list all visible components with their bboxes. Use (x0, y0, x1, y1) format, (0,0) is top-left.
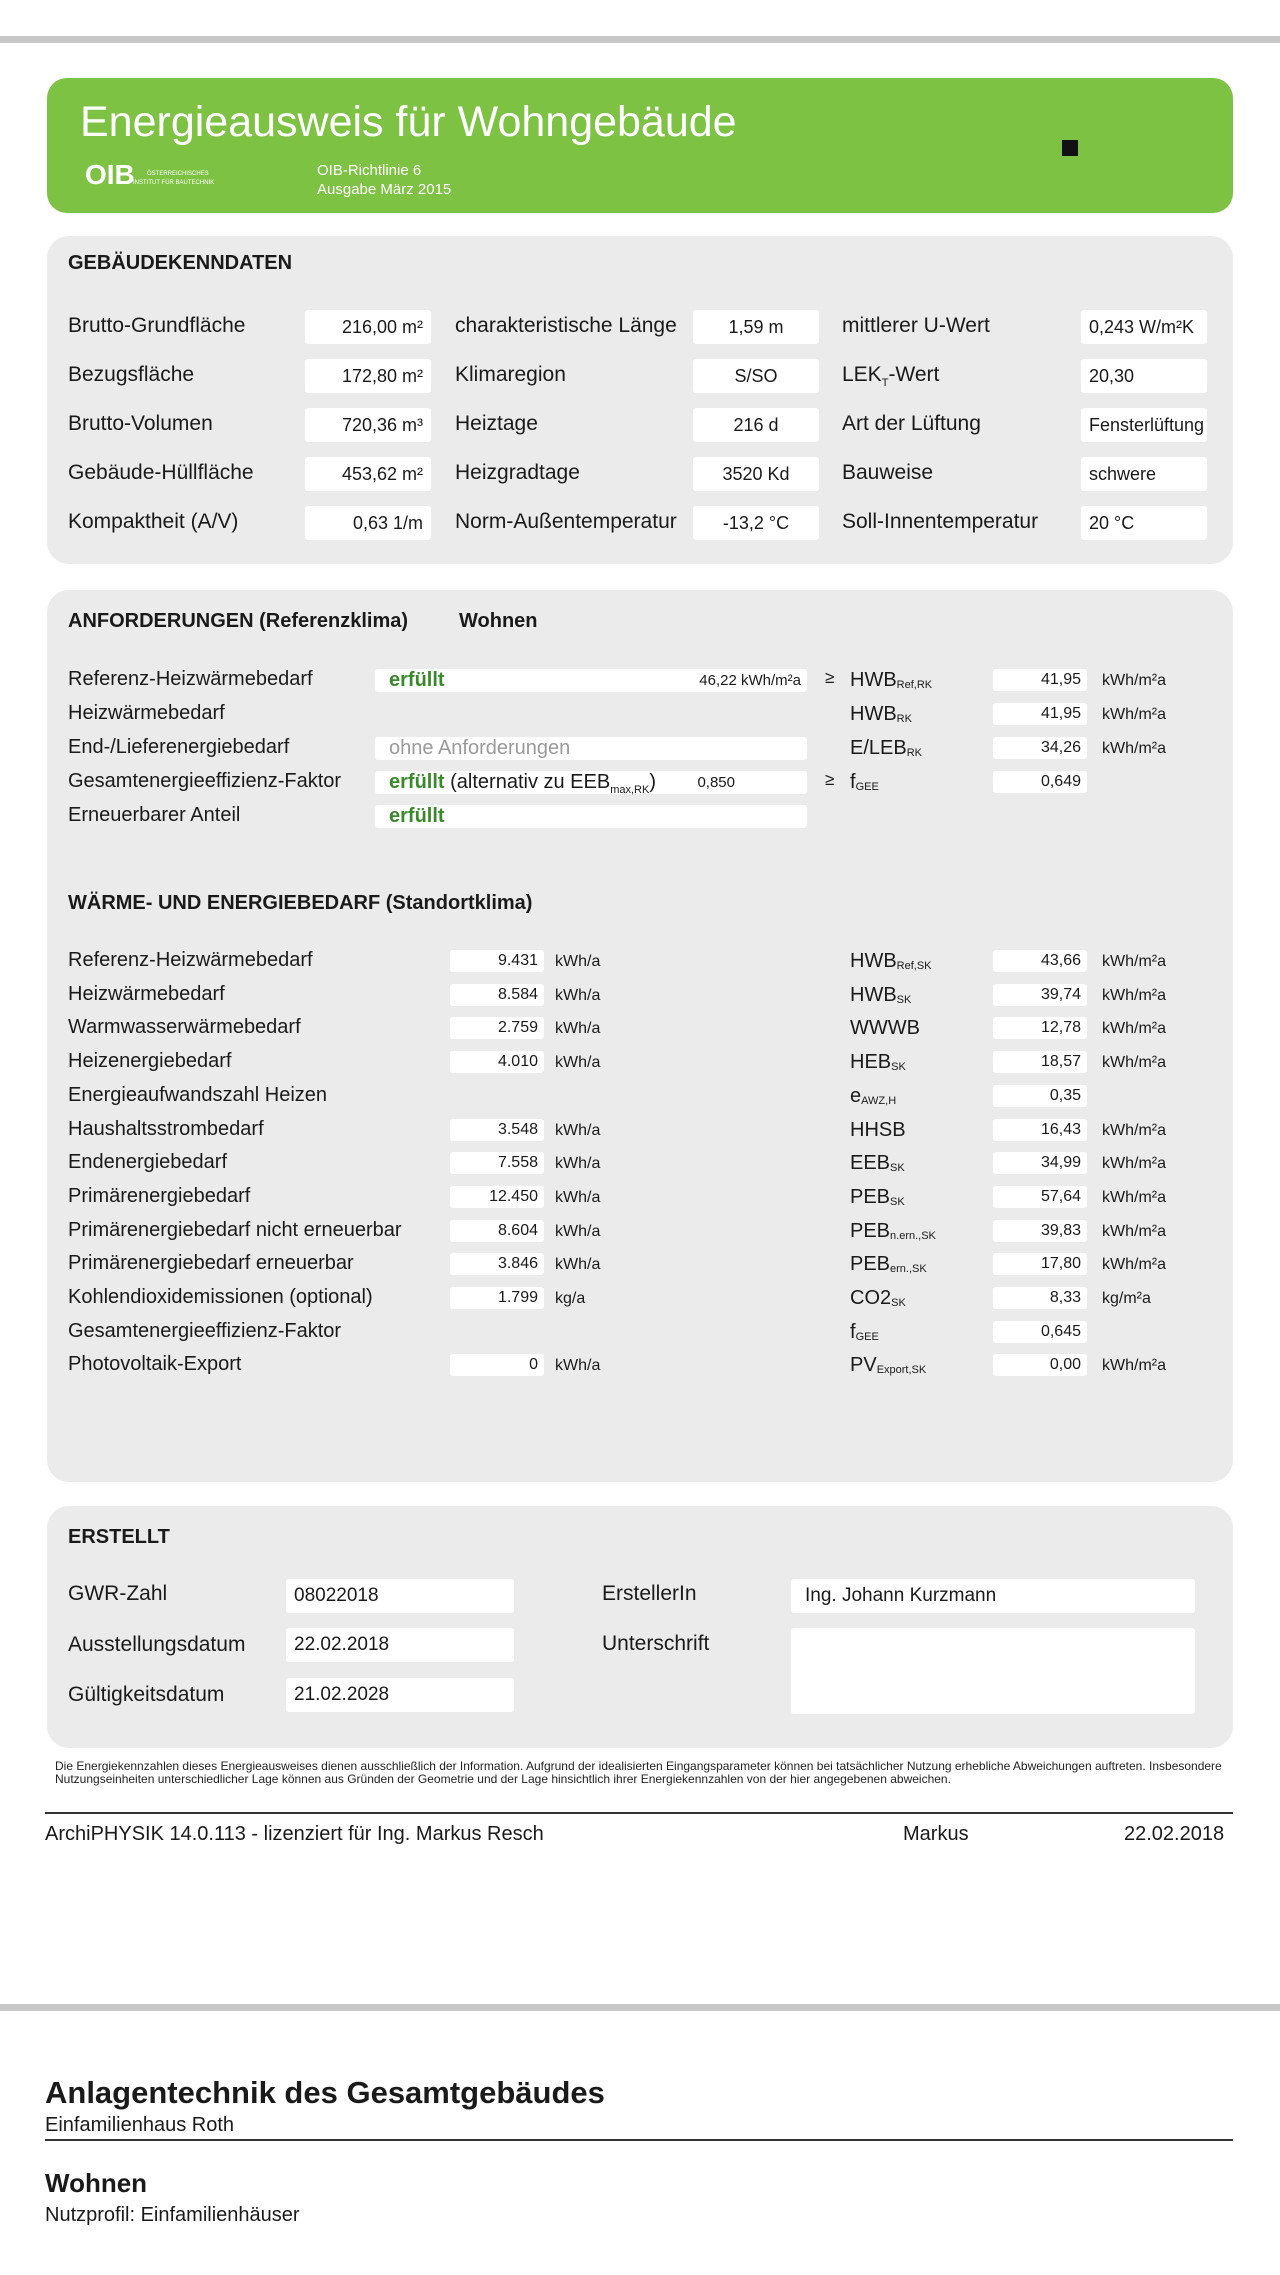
building-data-value[interactable]: 172,80 m² (305, 359, 431, 393)
energy-label: Kohlendioxidemissionen (optional) (68, 1286, 373, 1308)
energy-label: Gesamtenergieeffizienz-Faktor (68, 1319, 342, 1342)
energy-unit: kWh/a (555, 953, 601, 970)
symbol-sub: RK (906, 747, 922, 759)
building-data-value[interactable]: schwere (1081, 457, 1207, 491)
energy-symbol (850, 1152, 905, 1175)
requirement-value[interactable]: 34,26 (993, 737, 1087, 759)
label-subscript: T (881, 377, 889, 390)
issue-date-field[interactable]: 22.02.2018 (286, 1628, 514, 1662)
symbol-main: PEB (850, 1185, 891, 1208)
status-none: ohne Anforderungen (389, 737, 571, 759)
requirement-status (375, 737, 807, 760)
certificate-header (47, 78, 1233, 213)
building-data-label: Brutto-Volumen (68, 412, 213, 435)
energy-label: Warmwasserwärmebedarf (68, 1016, 301, 1039)
energy-symbol (850, 1051, 906, 1074)
requirement-value[interactable]: 0,649 (993, 771, 1087, 793)
symbol-main: HWB (850, 950, 897, 972)
energy-value[interactable]: 8.604 (450, 1220, 544, 1242)
symbol-main: CO2 (850, 1287, 892, 1309)
symbol-main: E/LEB (850, 737, 907, 759)
energy-symbol (850, 1321, 879, 1344)
energy-value-specific[interactable]: 18,57 (993, 1051, 1087, 1073)
energy-value-specific[interactable]: 0,35 (993, 1085, 1087, 1107)
energy-label: Energieaufwandszahl Heizen (68, 1083, 328, 1106)
requirement-status (375, 669, 807, 692)
gwr-field[interactable]: 08022018 (286, 1579, 514, 1613)
building-data-label: Kompaktheit (A/V) (68, 510, 239, 533)
energy-value-specific[interactable]: 43,66 (993, 950, 1087, 972)
energy-unit-specific: kWh/m²a (1102, 1357, 1166, 1375)
energy-symbol (850, 1354, 926, 1377)
energy-label: Heizwärmebedarf (68, 982, 225, 1005)
symbol-main: HWB (850, 669, 897, 691)
energy-unit-specific: kWh/m²a (1102, 1020, 1166, 1038)
symbol-sub: ern.,SK (890, 1263, 927, 1276)
greater-equal-sign: ≥ (825, 770, 835, 789)
page-separator-top (0, 36, 1280, 43)
page2-subtitle: Einfamilienhaus Roth (45, 2114, 234, 2136)
requirement-value[interactable]: 41,95 (993, 703, 1087, 725)
building-data-label: Art der Lüftung (842, 412, 981, 435)
energy-unit-specific: kWh/m²a (1102, 953, 1166, 970)
energy-value-specific[interactable]: 0,00 (993, 1354, 1087, 1376)
symbol-sub: GEE (855, 1330, 879, 1343)
symbol-sub: SK (890, 1162, 905, 1175)
energy-value[interactable]: 2.759 (450, 1017, 544, 1039)
symbol-main: HHSB (850, 1118, 906, 1141)
requirement-limit: 46,22 kWh/m²a (699, 672, 801, 689)
energy-symbol (850, 1085, 896, 1108)
building-data-label: charakteristische Länge (455, 314, 677, 337)
guideline-text: OIB-Richtlinie 6 (317, 162, 422, 179)
symbol-sub: RK (896, 713, 912, 725)
status-fulfilled: erfüllt (389, 669, 445, 691)
requirements-panel (47, 590, 1233, 1482)
energy-symbol (850, 1119, 906, 1142)
energy-symbol (850, 984, 911, 1007)
energy-label: Heizenergiebedarf (68, 1050, 232, 1073)
footer-rule (45, 1812, 1233, 1814)
status-note-close: ) (649, 771, 656, 793)
building-data-label: Bauweise (842, 461, 934, 484)
footer-date: 22.02.2018 (1124, 1823, 1225, 1845)
building-data-value[interactable]: 1,59 m (693, 310, 819, 344)
requirement-unit: kWh/m²a (1102, 740, 1166, 757)
requirement-status (375, 805, 807, 828)
gwr-label: GWR-Zahl (68, 1582, 168, 1605)
building-data-title: GEBÄUDEKENNDATEN (68, 252, 293, 274)
building-data-value[interactable]: S/SO (693, 359, 819, 393)
symbol-main: PEB (850, 1253, 891, 1276)
energy-unit-specific: kWh/m²a (1102, 1188, 1166, 1206)
symbol-main: f (850, 771, 856, 793)
guideline-info (317, 161, 451, 199)
disclaimer-text: Die Energiekennzahlen dieses Energieausweises dienen ausschließlich der Information. Aufgrund der idealisierten Eingangsparameter können bei tatsächlicher Nutzung erhebliche Abweichungen auftreten. Insbesondere Nutzungseinheiten unterschiedlicher Lage können aus Gründen der Geometrie und der Lage hinsichtlich ihrer Energiekennzahlen von der hier angegebenen abweichen. (55, 1759, 1222, 1786)
energy-value-specific[interactable]: 8,33 (993, 1287, 1087, 1309)
requirement-label: End-/Lieferenergiebedarf (68, 736, 290, 758)
valid-date-field[interactable]: 21.02.2028 (286, 1678, 514, 1712)
requirement-unit: kWh/m²a (1102, 672, 1166, 689)
energy-unit-specific: kg/m²a (1102, 1290, 1151, 1307)
signature-label: Unterschrift (602, 1632, 710, 1655)
requirement-symbol (850, 669, 932, 692)
energy-unit-specific: kWh/m²a (1102, 1256, 1166, 1274)
edition-text: Ausgabe März 2015 (317, 181, 452, 198)
logo-small-1: ÖSTERREICHISCHES (147, 171, 209, 177)
building-data-value[interactable]: 20,30 (1081, 359, 1207, 393)
energy-unit: kWh/a (555, 1155, 601, 1173)
energy-value[interactable]: 7.558 (450, 1152, 544, 1174)
symbol-main: EEB (850, 1152, 891, 1175)
requirement-label: Gesamtenergieeffizienz-Faktor (68, 770, 342, 792)
energy-label: Primärenergiebedarf nicht erneuerbar (68, 1218, 402, 1241)
energy-symbol (850, 1220, 936, 1243)
status-fulfilled: erfüllt (389, 771, 445, 793)
signature-field[interactable] (791, 1628, 1195, 1714)
symbol-main: e (850, 1084, 862, 1107)
created-panel (47, 1506, 1233, 1748)
energy-value[interactable]: 3.846 (450, 1253, 544, 1275)
symbol-main: WWWB (850, 1017, 920, 1040)
footer-software: ArchiPHYSIK 14.0.113 - lizenziert für Ing. Markus Resch (45, 1823, 544, 1845)
greater-equal-sign: ≥ (825, 668, 835, 687)
symbol-main: PEB (850, 1219, 891, 1242)
energy-symbol (850, 1017, 920, 1040)
energy-value-specific[interactable]: 12,78 (993, 1017, 1087, 1039)
symbol-sub: SK (891, 1297, 906, 1309)
energy-value[interactable]: 1.799 (450, 1287, 544, 1309)
energy-symbol (850, 1186, 905, 1209)
energy-unit: kWh/a (555, 1256, 601, 1274)
symbol-main: HWB (850, 703, 897, 725)
energy-value-specific[interactable]: 57,64 (993, 1186, 1087, 1208)
requirement-limit: 0,850 (697, 774, 735, 791)
energy-value[interactable]: 4.010 (450, 1051, 544, 1073)
building-data-value[interactable]: 453,62 m² (305, 457, 431, 491)
building-data-value[interactable]: 3520 Kd (693, 457, 819, 491)
symbol-main: HEB (850, 1051, 892, 1074)
requirement-value[interactable]: 41,95 (993, 669, 1087, 691)
building-data-label: Soll-Innentemperatur (842, 510, 1039, 533)
symbol-main: f (850, 1320, 856, 1343)
requirement-label: Erneuerbarer Anteil (68, 804, 241, 826)
energy-value-specific[interactable]: 16,43 (993, 1119, 1087, 1141)
energy-symbol (850, 1287, 906, 1310)
footer-user: Markus (903, 1823, 969, 1845)
energy-label: Haushaltsstrombedarf (68, 1117, 264, 1140)
creator-field[interactable]: Ing. Johann Kurzmann (791, 1579, 1195, 1613)
symbol-sub: Ref,RK (896, 679, 933, 691)
symbol-sub: Export,SK (876, 1364, 927, 1377)
requirements-usage: Wohnen (459, 610, 538, 632)
building-data-value[interactable]: 0,243 W/m²K (1081, 310, 1207, 344)
energy-value-specific[interactable]: 39,83 (993, 1220, 1087, 1242)
energy-unit: kWh/a (555, 986, 601, 1004)
energy-value-specific[interactable]: 0,645 (993, 1321, 1087, 1343)
energy-unit: kWh/a (555, 1121, 601, 1139)
symbol-sub: n.ern.,SK (890, 1229, 936, 1242)
energy-value[interactable]: 8.584 (450, 984, 544, 1006)
creator-label: ErstellerIn (602, 1582, 697, 1605)
energy-unit: kWh/a (555, 1357, 601, 1375)
requirement-symbol (850, 703, 912, 726)
page-separator (0, 2004, 1280, 2011)
energy-unit: kWh/a (555, 1020, 601, 1038)
energy-value[interactable]: 0 (450, 1354, 544, 1376)
energy-unit-specific: kWh/m²a (1102, 986, 1166, 1004)
building-data-label: Norm-Außentemperatur (455, 510, 677, 533)
certificate-title: Energieausweis für Wohngebäude (80, 98, 737, 146)
requirement-symbol (850, 771, 879, 794)
energy-unit-specific: kWh/m²a (1102, 1155, 1166, 1173)
building-data-value[interactable]: 216 d (693, 408, 819, 442)
created-title: ERSTELLT (68, 1526, 170, 1548)
energy-symbol (850, 1253, 927, 1276)
building-data-value[interactable]: 20 °C (1081, 506, 1207, 540)
energy-label: Primärenergiebedarf (68, 1184, 251, 1207)
symbol-sub: SK (891, 1061, 906, 1074)
requirement-symbol (850, 737, 922, 760)
energy-unit-specific: kWh/m²a (1102, 1121, 1166, 1139)
requirement-status (375, 771, 807, 794)
status-note-sub: max,RK (610, 784, 650, 796)
symbol-sub: SK (890, 1195, 905, 1208)
logo-text: OIB (85, 159, 135, 190)
status-note: (alternativ zu EEB (450, 771, 611, 793)
energy-label: Photovoltaik-Export (68, 1353, 242, 1376)
energy-unit: kWh/a (555, 1222, 601, 1240)
energy-demand-title: WÄRME- UND ENERGIEBEDARF (Standortklima) (68, 892, 533, 914)
symbol-main: PV (850, 1354, 877, 1377)
energy-value[interactable]: 9.431 (450, 950, 544, 972)
valid-date-label: Gültigkeitsdatum (68, 1683, 225, 1706)
energy-unit: kWh/a (555, 1188, 601, 1206)
label-main: LEK (842, 363, 882, 386)
symbol-sub: AWZ,H (861, 1094, 897, 1107)
status-fulfilled: erfüllt (389, 805, 445, 827)
building-data-value[interactable]: 0,63 1/m (305, 506, 431, 540)
page2-title: Anlagentechnik des Gesamtgebäudes (45, 2075, 605, 2110)
building-data-value[interactable]: -13,2 °C (693, 506, 819, 540)
building-data-value[interactable]: 216,00 m² (305, 310, 431, 344)
building-data-label: Heiztage (455, 412, 538, 435)
symbol-sub: Ref,SK (896, 960, 932, 972)
building-data-value[interactable]: Fensterlüftung (1081, 408, 1207, 442)
energy-label: Endenergiebedarf (68, 1151, 228, 1174)
symbol-sub: GEE (855, 781, 879, 793)
symbol-sub: SK (896, 993, 912, 1006)
issue-date-label: Ausstellungsdatum (68, 1633, 246, 1656)
building-data-label: Bezugsfläche (68, 363, 195, 386)
building-data-label: Brutto-Grundfläche (68, 314, 246, 337)
energy-symbol (850, 950, 932, 973)
energy-unit: kWh/a (555, 1054, 601, 1072)
energy-unit: kg/a (555, 1290, 586, 1307)
energy-value[interactable]: 3.548 (450, 1119, 544, 1141)
building-data-value[interactable]: 720,36 m³ (305, 408, 431, 442)
energy-value[interactable]: 12.450 (450, 1186, 544, 1208)
page2-profile: Nutzprofil: Einfamilienhäuser (45, 2204, 300, 2226)
oib-logo (85, 158, 235, 192)
symbol-main: HWB (850, 983, 897, 1006)
building-data-label (842, 363, 939, 389)
building-data-label: Heizgradtage (455, 461, 580, 484)
building-data-panel (47, 236, 1233, 564)
energy-label: Primärenergiebedarf erneuerbar (68, 1252, 354, 1275)
energy-label: Referenz-Heizwärmebedarf (68, 949, 313, 971)
page2-section: Wohnen (45, 2168, 148, 2198)
building-data-label: mittlerer U-Wert (842, 314, 990, 337)
energy-unit-specific: kWh/m²a (1102, 1222, 1166, 1240)
logo-small-2: INSTITUT FÜR BAUTECHNIK (133, 180, 215, 186)
building-data-label: Gebäude-Hüllfläche (68, 461, 254, 484)
requirement-label: Referenz-Heizwärmebedarf (68, 668, 313, 690)
square-marker-icon (1062, 140, 1078, 156)
requirement-unit: kWh/m²a (1102, 706, 1166, 723)
energy-value-specific[interactable]: 17,80 (993, 1253, 1087, 1275)
energy-value-specific[interactable]: 34,99 (993, 1152, 1087, 1174)
label-rest: -Wert (888, 363, 940, 386)
requirements-title: ANFORDERUNGEN (Referenzklima) (68, 610, 409, 632)
requirement-label: Heizwärmebedarf (68, 702, 225, 724)
building-data-label: Klimaregion (455, 363, 566, 386)
energy-value-specific[interactable]: 39,74 (993, 984, 1087, 1006)
energy-unit-specific: kWh/m²a (1102, 1054, 1166, 1072)
page2-rule (45, 2139, 1233, 2141)
